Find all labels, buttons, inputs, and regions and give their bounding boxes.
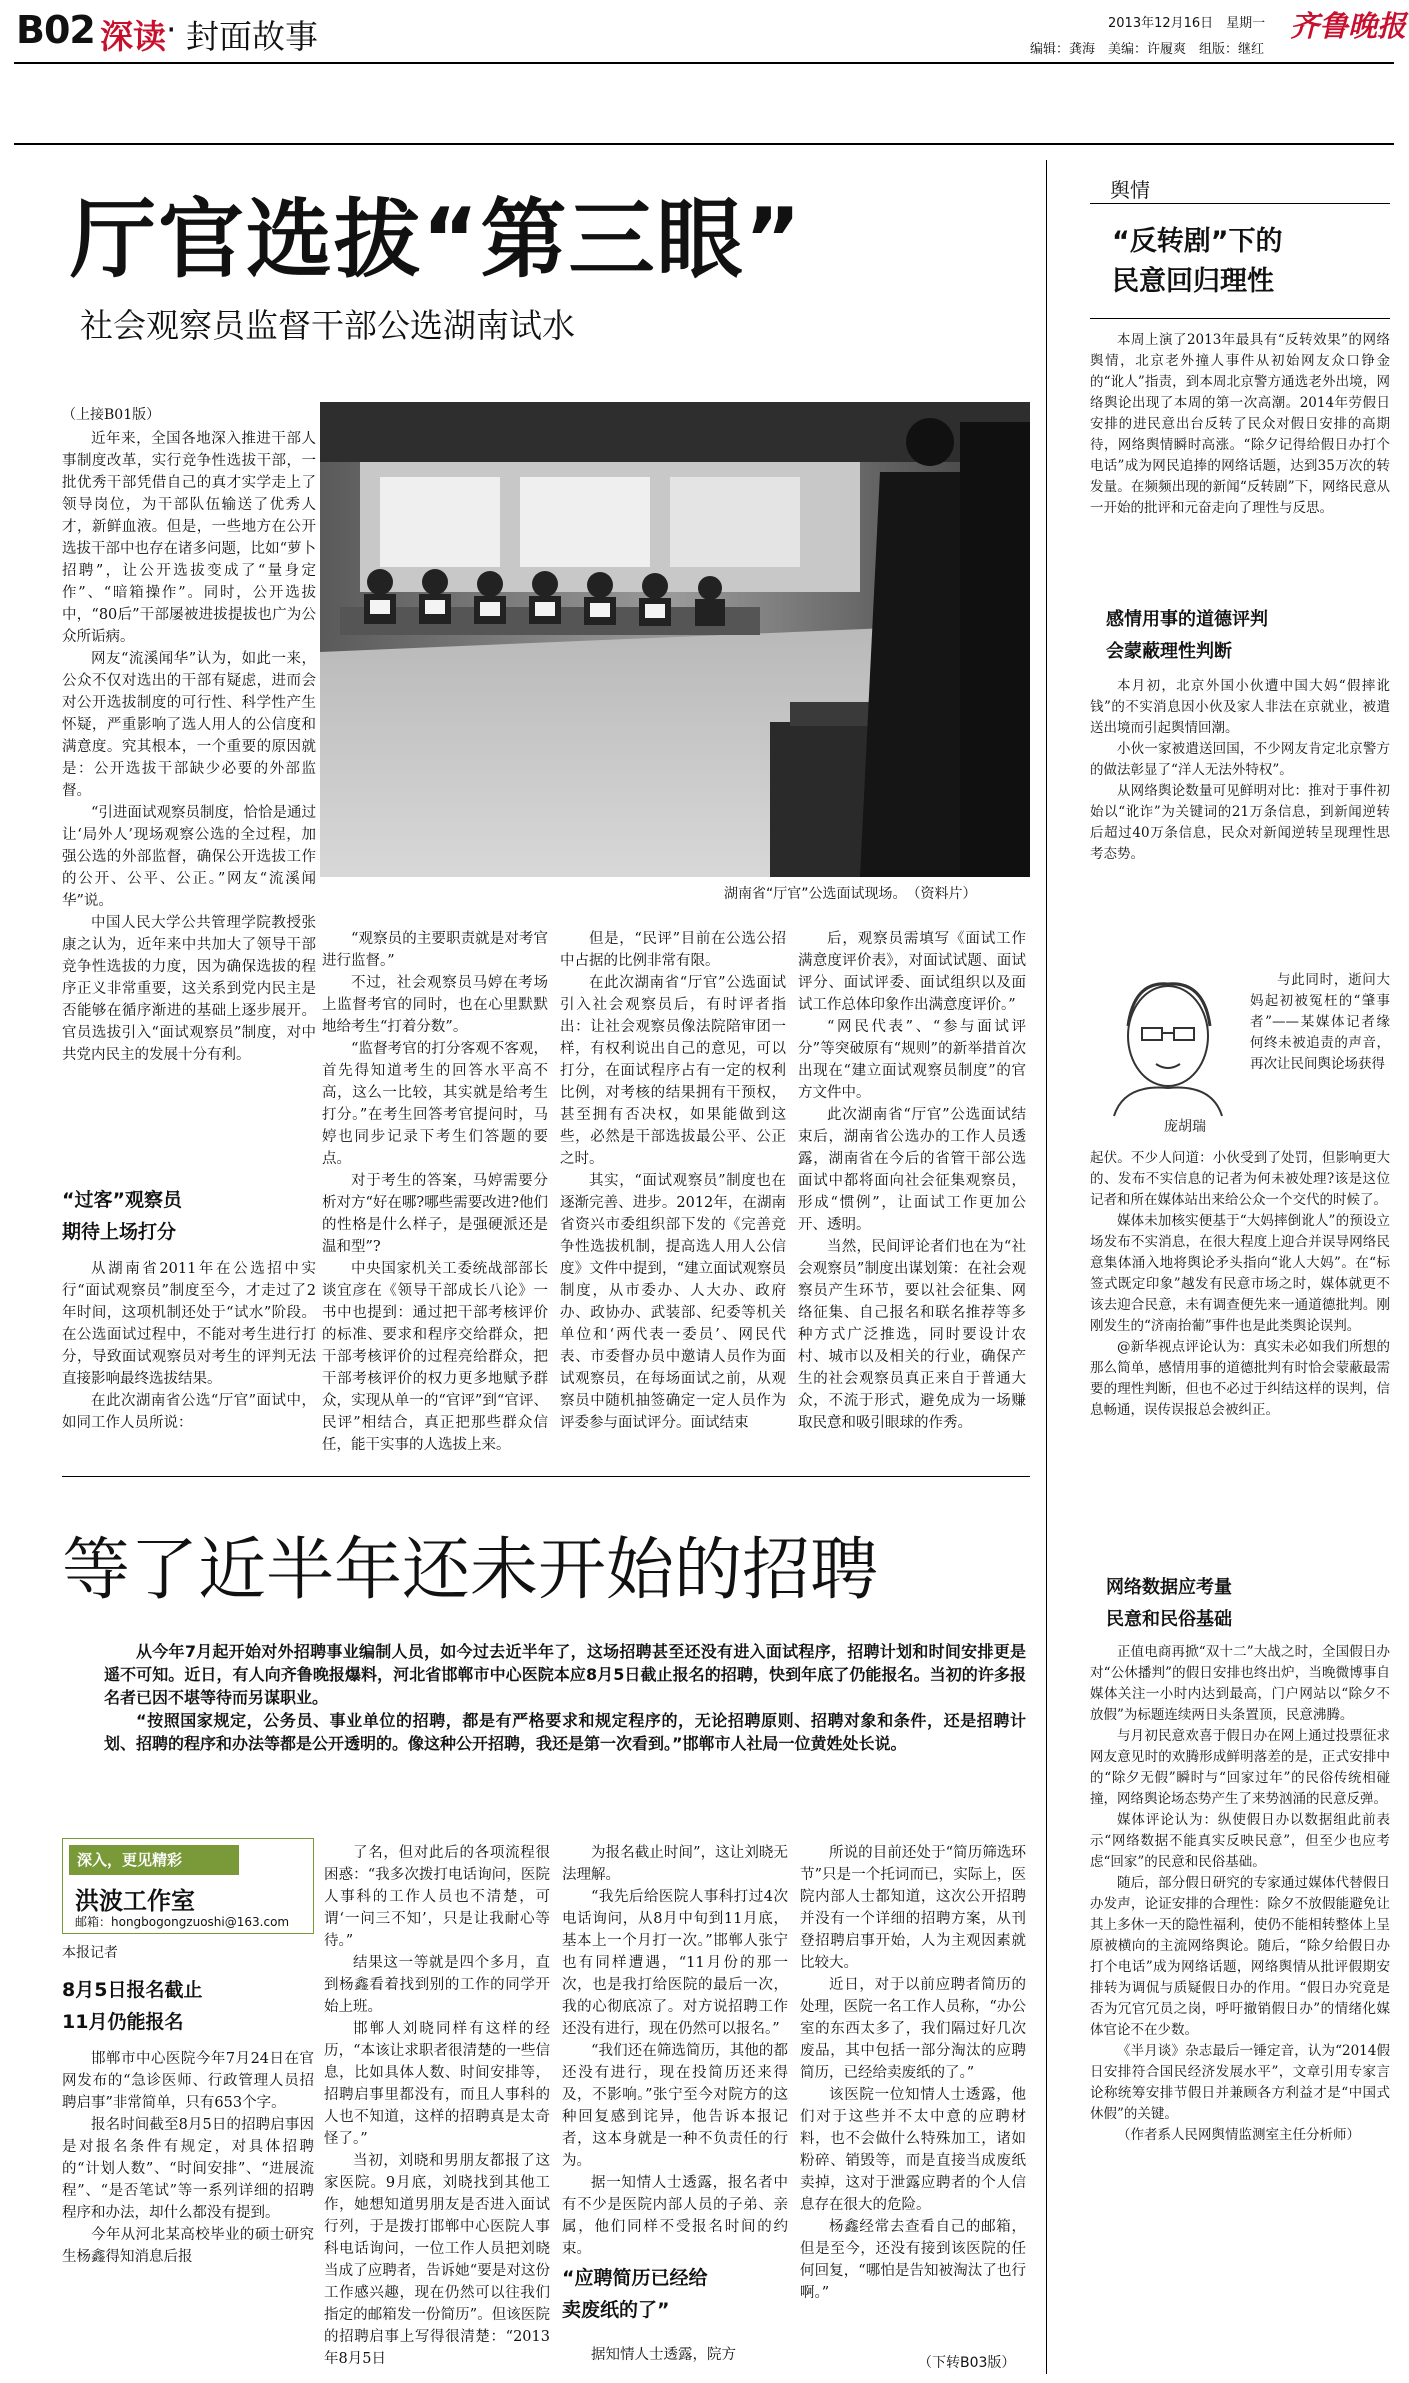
paragraph: @新华视点评论认为：真实未必如我们所想的那么简单，感情用事的道德批判有时恰会蒙蔽最需要的理性判断，但也不必过于纠结这样的误判，信息畅通，误传误报总会被纠正。 bbox=[1090, 1339, 1390, 1418]
paragraph: 但是，“民评”目前在公选公招中占据的比例非常有限。 bbox=[560, 931, 786, 969]
lead-bottom-rule bbox=[62, 1476, 1030, 1477]
paragraph: 在此次湖南省公选“厅官”面试中，如同工作人员所说： bbox=[62, 1393, 316, 1431]
lead-paragraph: 从今年7月起开始对外招聘事业编制人员，如今过去近半年了，这场招聘甚至还没有进入面试程序，招聘计划和时间安排更是遥不可知。近日，有人向齐鲁晚报爆料，河北省邯郸市中心医院本应8月5日截止报名的招聘，快到年底了仍能报名。当初的许多报名者已因不堪等待而另谋职业。 bbox=[104, 1642, 1026, 1707]
columnist-portrait bbox=[1094, 966, 1242, 1136]
paragraph: 今年从河北某高校毕业的硕士研究生杨鑫得知消息后报 bbox=[62, 2227, 314, 2265]
paragraph: 《半月谈》杂志最后一锤定音，认为“2014假日安排符合国民经济发展水平”，文章引用专家言论称统筹安排节假日并兼顾各方利益才是“中国式休假”的关键。 bbox=[1090, 2043, 1390, 2122]
lead-paragraph: “按照国家规定，公务员、事业单位的招聘，都是有严格要求和规定程序的，无论招聘原则、招聘对象和条件，还是招聘计划、招聘的程序和办法等都是公开透明的。像这种公开招聘，我还是第一次看到。”邯郸市人社局一位黄姓处长说。 bbox=[104, 1711, 1026, 1753]
paragraph: 媒体评论认为：纵使假日办以数据组此前表示“网络数据不能真实反映民意”，但至少也应考虑“回家”的民意和民俗基础。 bbox=[1090, 1812, 1390, 1870]
paragraph: 邯郸人刘晓同样有这样的经历，“本该让求职者很清楚的一些信息，比如具体人数、时间安排等，招聘启事里都没有，而且人事科的人也不知道，这样的招聘真是太奇怪了。” bbox=[324, 2021, 550, 2147]
subhead-line: 11月仍能报名 bbox=[62, 2011, 184, 2033]
subhead-line: 感情用事的道德评判 bbox=[1106, 609, 1268, 630]
subhead-resume bbox=[562, 2262, 788, 2326]
headline-line: “反转剧”下的 bbox=[1112, 226, 1283, 257]
lead-col-2 bbox=[322, 928, 548, 1464]
subhead-line: 卖废纸的了” bbox=[562, 2299, 670, 2321]
studio-email: 邮箱：hongbogongzuoshi@163.com bbox=[75, 1915, 290, 1929]
paragraph: 据知情人士透露，院方 bbox=[591, 2347, 736, 2363]
portrait-sketch-icon bbox=[1094, 966, 1242, 1116]
columnist-name: 庞胡瑞 bbox=[1164, 1119, 1206, 1135]
news-photo bbox=[320, 402, 1030, 877]
second-col-2 bbox=[324, 1842, 550, 2374]
paragraph: 近日，对于以前应聘者简历的处理，医院一名工作人员称，“办公室的东西太多了，我们隔过好几次废品，其中包括一部分淘汰的应聘简历，已经给卖废纸的了。” bbox=[800, 1977, 1026, 2081]
lead-subheadline: 社会观察员监督干部公选湖南试水 bbox=[80, 306, 575, 345]
subhead-line: “应聘简历已经给 bbox=[562, 2267, 708, 2289]
paragraph: 从湖南省2011年在公选招中实行“面试观察员”制度至今，才走过了2年时间，这项机制还处于“试水”阶段。在公选面试过程中，不能对考生进行打分，导致面试观察员对考生的评判无法直接影响最终选拔结果。 bbox=[62, 1261, 316, 1387]
paragraph: 近年来，全国各地深入推进干部人事制度改革，实行竞争性选拔干部，一批优秀干部凭借自己的真才实学走上了领导岗位，为干部队伍输送了优秀人才，新鲜血液。但是，一些地方在公开选拔干部中也存在诸多问题，比如“萝卜招聘”，让公开选拔变成了“量身定作”、“暗箱操作”。同时，公开选拔中，“80后”干部屡被进拔提拔也广为公众所诟病。 bbox=[62, 431, 316, 645]
opinion-divider bbox=[1046, 160, 1047, 2374]
paragraph: 本周上演了2013年最具有“反转效果”的网络舆情，北京老外撞人事件从初始网友众口铮金的“讹人”指责，到本周北京警方通选老外出境，网络舆论出现了本周的第一次高潮。2014年劳假日安排的进民意出台反转了民众对假日安排的高期待，网络舆情瞬时高涨。“除夕记得给假日办打个电话”成为网民追捧的网络话题，达到35万次的转发量。在频频出现的新闻“反转剧”下，网络民意从一开始的批评和元奋走向了理性与反思。 bbox=[1090, 332, 1390, 516]
paragraph: 其实，“面试观察员”制度也在逐渐完善、进步。2012年，在湖南省资兴市委组织部下发的《完善竞争性选拔机制，提高选人用人公信度》文件中提到，“建立面试观察员制度，从市委办、人大办、政府办、政协办、武装部、纪委等机关单位和‘两代表一委员’、网民代表、市委督办员中邀请人员作为面试观察员，在每场面试之前，从观察员中随机抽签确定一定人员作为评委参与面试评分。面试结束 bbox=[560, 1173, 786, 1431]
subhead-deadline bbox=[62, 1974, 314, 2038]
opinion-sub-1 bbox=[1106, 604, 1268, 668]
paragraph: 不过，社会观察员马婷在考场上监督考官的同时，也在心里默默地给考生“打着分数”。 bbox=[322, 975, 548, 1035]
opinion-col-b bbox=[1090, 676, 1390, 966]
paragraph: 所说的目前还处于“简历筛选环节”只是一个托词而已，实际上，医院内部人士都知道，这次公开招聘并没有一个详细的招聘方案，从刊登招聘启事开始，人为主观因素就比较大。 bbox=[800, 1845, 1026, 1971]
subhead-line: “过客”观察员 bbox=[62, 1189, 182, 1211]
lead-col-1 bbox=[62, 428, 316, 1180]
paragraph: 当然，民间评论者们也在为“社会观察员”制度出谋划策：在社会观察员产生环节，要以社会征集、网络征集、自己报名和联名推荐等多种方式广泛推选，同时要设计农村、城市以及相关的行业，确保产生的社会观察员真正来自于普通大众，不流于形式，避免成为一场赚取民意和吸引眼球的作秀。 bbox=[798, 1239, 1026, 1431]
lead-col-4 bbox=[798, 928, 1026, 1464]
opinion-headline bbox=[1112, 222, 1283, 302]
opinion-col-a bbox=[1090, 330, 1390, 600]
paragraph: 报名时间截至8月5日的招聘启事因是对报名条件有规定，对具体招聘的“计划人数”、“时间安排”、“进展流程”、“是否笔试”等一系列详细的招聘程序和办法，却什么都没有提到。 bbox=[62, 2117, 314, 2221]
opinion-tag: 舆情 bbox=[1110, 178, 1150, 202]
paragraph: 后，观察员需填写《面试工作满意度评价表》，对面试试题、面试评分、面试评委、面试组织以及面试工作总体印象作出满意度评价。” bbox=[798, 931, 1026, 1013]
paragraph: 本月初，北京外国小伙遭中国大妈“假摔讹钱”的不实消息因小伙及家人非法在京就业，被遣送出境而引起舆情回潮。 bbox=[1090, 678, 1390, 736]
subhead-line: 期待上场打分 bbox=[62, 1221, 177, 1243]
paragraph: 与月初民意欢喜于假日办在网上通过投票征求网友意见时的欢腾形成鲜明落差的是，正式安排中的“除夕无假”瞬时与“回家过年”的民俗传统相碰撞，网络舆论场态势产生了来势汹涌的民意反弹。 bbox=[1090, 1728, 1390, 1807]
paragraph: “网民代表”、“参与面试评分”等突破原有“规则”的新举措首次出现在“建立面试观察员制度”的官方文件中。 bbox=[798, 1019, 1026, 1101]
opinion-col-c bbox=[1250, 970, 1390, 1146]
paragraph: “监督考官的打分客观不客观，首先得知道考生的回答水平高不高，这么一比较，其实就是给考生打分。”在考生回答考官提问时，马婷也同步记录下考生们答题的要点。 bbox=[322, 1041, 548, 1167]
column-name: 封面故事 bbox=[186, 17, 318, 56]
paragraph: 随后，部分假日研究的专家通过媒体代替假日办发声，论证安排的合理性：除夕不放假能避免让其上多休一天的隐性福利，使仍不能相转整体上呈原被横向的主流网络舆论。随后，“除夕给假日办打个电话”成为网络话题，网络舆情从批评假期安排转为调侃与质疑假日办的作用。“假日办究竟是否为冗官冗员之岗，呼吁撤销假日办”的情绪化媒体官论不在少数。 bbox=[1090, 1875, 1390, 2038]
interview-room-photo bbox=[320, 402, 1030, 877]
lead-col-3 bbox=[560, 928, 786, 1464]
paragraph: 对于考生的答案，马婷需要分析对方“好在哪?哪些需要改进?他们的性格是什么样子，是强硬派还是温和型”? bbox=[322, 1173, 548, 1255]
studio-box bbox=[62, 1838, 314, 1934]
masthead bbox=[0, 0, 1409, 64]
page-number: B02 bbox=[16, 8, 95, 52]
paragraph: “观察员的主要职责就是对考官进行监督。” bbox=[322, 931, 548, 969]
section-dot: · bbox=[166, 10, 177, 49]
paper-logo: 齐鲁晚报 bbox=[1290, 9, 1407, 43]
paragraph: 起伏。不少人问道：小伙受到了处罚，但影响更大的、发布不实信息的记者为何未被处理?该是这位记者和所在媒体站出来给公众一个交代的时候了。 bbox=[1090, 1150, 1390, 1208]
paragraph: 正值电商再掀“双十二”大战之时，全国假日办对“公休播判”的假日安排也终出炉，当晚微博事自媒体关注一小时内达到最高，门户网站以“除夕不放假”为标题连续两日头条置顶，民意沸腾。 bbox=[1090, 1644, 1390, 1723]
opinion-sub-2 bbox=[1106, 1572, 1232, 1636]
top-thick-rule bbox=[14, 143, 1394, 145]
studio-tag: 深入，更见精彩 bbox=[69, 1845, 239, 1875]
paragraph: 结果这一等就是四个多月，直到杨鑫看着找到别的工作的同学开始上班。 bbox=[324, 1955, 550, 2015]
second-col-1 bbox=[62, 2048, 314, 2374]
paragraph: 杨鑫经常去查看自己的邮箱，但是至今，还没有接到该医院的任何回复，“哪怕是告知被淘汰了也行啊。” bbox=[800, 2219, 1026, 2301]
headline-line: 民意回归理性 bbox=[1112, 266, 1274, 297]
reporter-line: 本报记者 bbox=[62, 1945, 118, 1961]
photo-caption: 湖南省“厅官”公选面试现场。 （资料片） bbox=[724, 886, 977, 902]
paragraph: 邯郸市中心医院今年7月24日在官网发布的“急诊医师、行政管理人员招聘启事”非常简单，只有653个字。 bbox=[62, 2051, 314, 2111]
paragraph: “引进面试观察员制度，恰恰是通过让‘局外人’现场观察公选的全过程，加强公选的外部监督，确保公开选拔工作的公开、公平、公正。”网友“流溪闻华”说。 bbox=[62, 805, 316, 909]
subhead-observer bbox=[62, 1184, 316, 1248]
second-lead bbox=[104, 1640, 1026, 1755]
paragraph: 小伙一家被遣送回国，不少网友肯定北京警方的做法彰显了“洋人无法外特权”。 bbox=[1090, 741, 1390, 778]
subhead-line: 民意和民俗基础 bbox=[1106, 1609, 1232, 1630]
subhead-line: 网络数据应考量 bbox=[1106, 1577, 1232, 1598]
paragraph: 网友“流溪闻华”认为，如此一来，公众不仅对选出的干部有疑虑，进而会对公开选拔制度的可行性、科学性产生怀疑，严重影响了选人用人的公信度和满意度。究其根本，一个重要的原因就是：公开选拔干部缺少必要的外部监督。 bbox=[62, 651, 316, 799]
byline: （作者系人民网舆情监测室主任分析师） bbox=[1117, 2127, 1360, 2143]
lead-headline: 厅官选拔“第三眼” bbox=[70, 190, 804, 290]
paragraph: “我们还在筛选简历，其他的都还没有进行，现在投简历还来得及，不影响。”张宁至今对院方的这种回复感到诧异，他告诉本报记者，这本身就是一种不负责任的行为。 bbox=[562, 2043, 788, 2169]
opinion-col-d bbox=[1090, 1148, 1390, 1568]
studio-title: 洪波工作室 bbox=[75, 1887, 195, 1915]
paragraph: 了名，但对此后的各项流程很困惑：“我多次拨打电话询问，医院人事科的工作人员也不清楚，可谓‘一问三不知’，只是让我耐心等待。” bbox=[324, 1845, 550, 1949]
second-col-3 bbox=[562, 1842, 788, 2257]
paragraph: “我先后给医院人事科打过4次电话询问，从8月中旬到11月底，基本上一个月打一次。”邯郸人张宁也有同样遭遇，“11月份的那一次，也是我打给医院的最后一次，我的心彻底凉了。对方说招聘工作还没有进行，现在仍然可以报名。” bbox=[562, 1889, 788, 2037]
paragraph: 当初，刘晓和男朋友都报了这家医院。9月底，刘晓找到其他工作，她想知道男朋友是否进入面试行列，于是拨打邯郸中心医院人事科电话询问，一位工作人员把刘晓当成了应聘者，告诉她“要是对这份工作感兴趣，现在仍然可以往我们指定的邮箱发一份简历”。但该医院的招聘启事上写得很清楚：“2013年8月5日 bbox=[324, 2153, 550, 2367]
opinion-headline-rule bbox=[1090, 318, 1390, 319]
paragraph: 在此次湖南省“厅官”公选面试引入社会观察员后，有时评者指出：让社会观察员像法院陪审团一样，有权利说出自己的意见，可以打分，在面试程序占有一定的权利比例，对考核的结果拥有干预权，甚至拥有否决权，如果能做到这些，必然是干部选拔最公平、公正之时。 bbox=[560, 975, 786, 1167]
paragraph: 从网络舆论数量可见鲜明对比：推对于事件初始以“讹诈”为关键词的21万条信息，到新闻逆转后超过40万条信息，民众对新闻逆转呈现理性思考态势。 bbox=[1090, 783, 1390, 862]
masthead-rule bbox=[14, 62, 1394, 64]
second-headline: 等了近半年还未开始的招聘 bbox=[62, 1531, 879, 1610]
paragraph: 中国人民大学公共管理学院教授张康之认为，近年来中共加大了领导干部竞争性选拔的力度，因为确保选拔的程序正义非常重要，这关系到党内民主是否能够在循序渐进的基础上逐步展开。官员选拔引入“面试观察员”制度，对中共党内民主的发展十分有利。 bbox=[62, 915, 316, 1063]
subhead-line: 8月5日报名截止 bbox=[62, 1979, 203, 2001]
section-name: 深读 bbox=[100, 17, 166, 56]
subhead-line: 会蒙蔽理性判断 bbox=[1106, 641, 1232, 662]
opinion-col-e bbox=[1090, 1642, 1390, 2374]
editor-credits: 编辑：龚海 美编：许履爽 组版：继红 bbox=[1030, 42, 1265, 57]
second-col-3b bbox=[562, 2344, 788, 2372]
lead-col-1b bbox=[62, 1258, 316, 1464]
paragraph: 该医院一位知情人士透露，他们对于这些并不太中意的应聘材料，也不会做什么特殊加工，诸如粉碎、销毁等，而是直接当成废纸卖掉，这对于泄露应聘者的个人信息存在很大的危险。 bbox=[800, 2087, 1026, 2213]
paragraph: 此次湖南省“厅官”公选面试结束后，湖南省公选办的工作人员透露，湖南省在今后的省管干部公选面试中都将面向社会征集观察员，形成“惯例”，让面试工作更加公开、透明。 bbox=[798, 1107, 1026, 1233]
paragraph: 据一知情人士透露，报名者中有不少是医院内部人员的子弟、亲属，他们同样不受报名时间的约束。 bbox=[562, 2175, 788, 2257]
issue-date: 2013年12月16日 星期一 bbox=[1108, 16, 1266, 31]
second-col-4 bbox=[800, 1842, 1026, 2348]
paragraph: 中央国家机关工委统战部部长谈宜彦在《领导干部成长八论》一书中也提到：通过把干部考核评价的标准、要求和程序交给群众，把干部考核评价的过程亮给群众，把干部考核评价的权力更多地赋予群众，实现从单一的“官评”到“官评、民评”相结合，真正把那些群众信任，能干实事的人选拔上来。 bbox=[322, 1261, 548, 1453]
paragraph: 与此同时，逝问大妈起初被冤枉的“肇事者”——某媒体记者缘何终未被追责的声音，再次让民间舆论场获得 bbox=[1250, 972, 1390, 1072]
paragraph: 为报名截止时间”，这让刘晓无法理解。 bbox=[562, 1845, 788, 1883]
opinion-tag-box bbox=[1090, 170, 1390, 204]
paragraph: 媒体未加核实便基于“大妈摔倒讹人”的预设立场发布不实消息，在很大程度上迎合并误导网络民意集体涌入地将舆论矛头指向“讹人大妈”。在“标签式既定印象”越发有民意市场之时，媒体就更不该去迎合民意，未有调查便先来一通道德批判。刚刚发生的“济南抬葡”事件也是此类舆论误判。 bbox=[1090, 1213, 1390, 1334]
continued-to: （下转B03版） bbox=[918, 2355, 1016, 2371]
continued-from: （上接B01版） bbox=[62, 407, 161, 423]
